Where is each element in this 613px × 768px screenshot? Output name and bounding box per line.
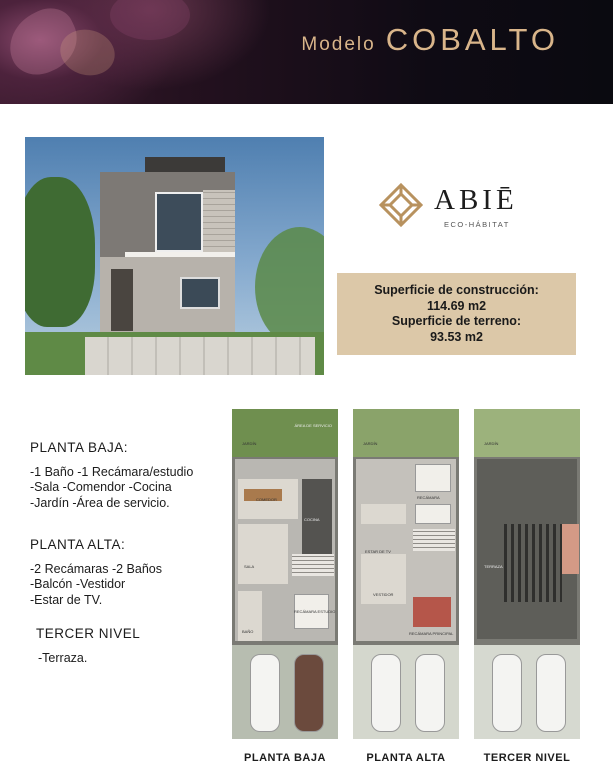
floral-decoration (110, 0, 190, 40)
feature-line: -1 Baño -1 Recámara/estudio (30, 464, 194, 479)
room-label: JARDÍN (242, 441, 257, 446)
house-facade-render (25, 137, 324, 375)
lower-window (180, 277, 220, 309)
room-label: TERRAZA (484, 564, 503, 569)
front-door (111, 269, 133, 331)
feature-line: -Jardín -Área de servicio. (30, 495, 170, 510)
floor-plan-tercer-nivel (474, 409, 580, 739)
upper-window (155, 192, 203, 252)
diamond-knot-logo-icon (378, 182, 424, 228)
section-heading: TERCER NIVEL (36, 626, 141, 641)
section-heading: PLANTA ALTA: (30, 537, 126, 552)
room-label: JARDÍN (363, 441, 378, 446)
land-surface-label: Superficie de terreno: (391, 314, 522, 328)
planta-baja-features (30, 440, 230, 511)
room-label: SALA (244, 564, 255, 569)
tercer-nivel-features (36, 626, 236, 666)
brand-logo (378, 180, 538, 235)
title-model-name: COBALTO (385, 22, 559, 57)
room-label: BAÑO (242, 629, 254, 634)
room-label: COMEDOR (256, 497, 277, 502)
car (250, 654, 280, 732)
construction-surface-value: 114.69 m2 (426, 298, 487, 313)
living-room (238, 524, 288, 584)
feature-line: -Estar de TV. (30, 592, 103, 607)
plan-label-tercer-nivel: TERCER NIVEL (483, 752, 571, 764)
brand-tagline: ECO-HÁBITAT (444, 220, 510, 229)
room-label: JARDÍN (484, 441, 499, 446)
brand-name: ABIĒ (434, 184, 518, 216)
car (492, 654, 522, 732)
feature-line: -2 Recámaras -2 Baños (30, 561, 163, 576)
pergola (504, 524, 562, 602)
car (415, 654, 445, 732)
garden-area (474, 409, 580, 457)
feature-line: -Sala -Comendor -Cocina (30, 480, 172, 494)
floor-plan-planta-baja (232, 409, 338, 739)
driveway (85, 337, 315, 375)
master-bed (413, 597, 451, 627)
surface-info-box (337, 273, 576, 355)
room-label: ESTAR DE TV (365, 549, 391, 554)
bed (415, 464, 451, 492)
section-heading: PLANTA BAJA: (30, 440, 129, 455)
bed (415, 504, 451, 524)
construction-surface-label: Superficie de construcción: (374, 283, 539, 297)
plan-label-planta-baja: PLANTA BAJA (244, 752, 326, 764)
plan-label-planta-alta: PLANTA ALTA (366, 752, 446, 764)
header-banner (0, 0, 613, 104)
tree (255, 227, 324, 347)
room-label: RECÁMARA ESTUDIO (294, 609, 336, 614)
feature-line: -Balcón -Vestidor (30, 577, 126, 591)
floor-plan-planta-alta (353, 409, 459, 739)
land-surface-value: 93.53 m2 (430, 329, 483, 344)
room-label: COCINA (304, 517, 320, 522)
page-title (301, 22, 559, 58)
car (536, 654, 566, 732)
car (294, 654, 324, 732)
room-label: VESTIDOR (373, 592, 394, 597)
room-label: RECÁMARA (417, 495, 440, 500)
staircase (413, 529, 455, 551)
car (371, 654, 401, 732)
tv-room (361, 504, 406, 524)
tree (25, 177, 95, 327)
garden-area (232, 409, 338, 457)
planta-alta-features (30, 537, 230, 608)
room-label: ÁREA DE SERVICIO (294, 423, 332, 428)
garden-area (353, 409, 459, 457)
title-prefix: Modelo (301, 34, 376, 55)
roof-pergola (145, 157, 225, 172)
stone-wall (203, 190, 235, 258)
staircase (292, 554, 334, 576)
feature-line: -Terraza. (38, 650, 88, 665)
room-label: RECÁMARA PRINCIPAL (409, 631, 454, 636)
